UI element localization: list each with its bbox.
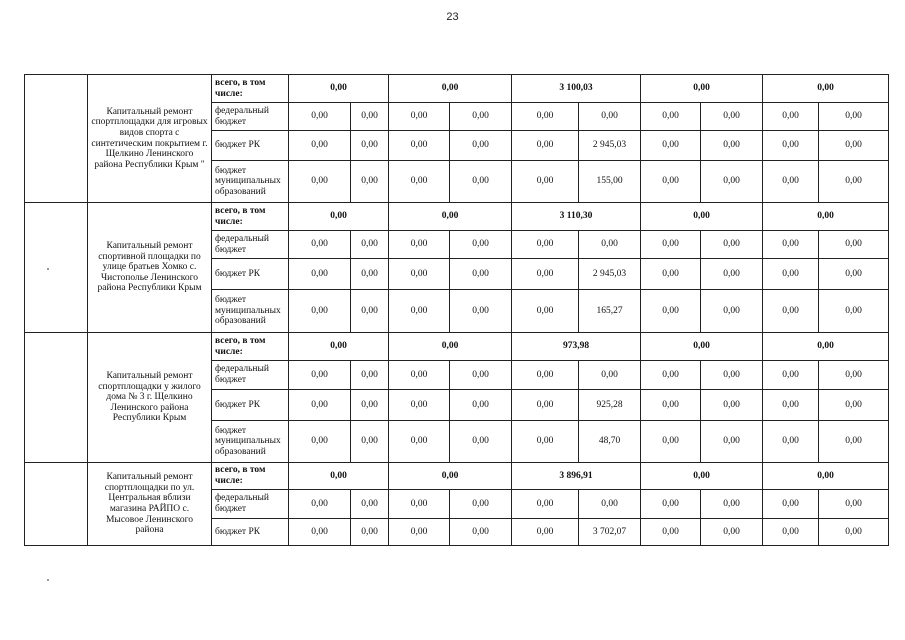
year-total-cell: 0,00 bbox=[289, 75, 389, 103]
amount-cell: 0,00 bbox=[819, 490, 889, 519]
funding-source-label: федеральный бюджет bbox=[212, 231, 289, 259]
amount-cell: 0,00 bbox=[701, 361, 763, 390]
amount-cell: 0,00 bbox=[819, 103, 889, 131]
amount-cell: 0,00 bbox=[389, 519, 450, 546]
amount-cell: 0,00 bbox=[512, 361, 579, 390]
amount-cell: 0,00 bbox=[512, 161, 579, 203]
project-name: Капитальный ремонт спортивной площадки по улице братьев Хомко с. Чистополье Ленинского района Республики Крым bbox=[88, 203, 212, 333]
page-number: 23 bbox=[446, 11, 459, 23]
project-total-row bbox=[25, 463, 889, 490]
amount-cell: 0,00 bbox=[763, 259, 819, 290]
row-number-cell bbox=[25, 203, 88, 333]
amount-cell: 0,00 bbox=[351, 421, 389, 463]
funding-source-label: всего, в том числе: bbox=[212, 203, 289, 231]
year-total-cell: 0,00 bbox=[389, 75, 512, 103]
amount-cell: 0,00 bbox=[701, 490, 763, 519]
year-total-cell: 0,00 bbox=[389, 463, 512, 490]
amount-cell: 0,00 bbox=[819, 421, 889, 463]
amount-cell: 0,00 bbox=[819, 290, 889, 333]
amount-cell: 0,00 bbox=[701, 103, 763, 131]
amount-cell: 0,00 bbox=[641, 259, 701, 290]
amount-cell: 2 945,03 bbox=[579, 259, 641, 290]
amount-cell: 0,00 bbox=[579, 490, 641, 519]
amount-cell: 0,00 bbox=[701, 259, 763, 290]
amount-cell: 0,00 bbox=[351, 390, 389, 421]
amount-cell: 0,00 bbox=[579, 103, 641, 131]
amount-cell: 0,00 bbox=[641, 490, 701, 519]
amount-cell: 0,00 bbox=[389, 231, 450, 259]
funding-source-label: бюджет муниципальных образований bbox=[212, 421, 289, 463]
amount-cell: 0,00 bbox=[450, 361, 512, 390]
amount-cell: 3 702,07 bbox=[579, 519, 641, 546]
funding-source-label: федеральный бюджет bbox=[212, 490, 289, 519]
year-total-cell: 0,00 bbox=[763, 333, 889, 361]
funding-source-label: всего, в том числе: bbox=[212, 463, 289, 490]
project-total-row bbox=[25, 333, 889, 361]
amount-cell: 0,00 bbox=[763, 290, 819, 333]
amount-cell: 0,00 bbox=[289, 259, 351, 290]
amount-cell: 0,00 bbox=[763, 490, 819, 519]
amount-cell: 0,00 bbox=[641, 103, 701, 131]
amount-cell: 0,00 bbox=[450, 519, 512, 546]
year-total-cell: 0,00 bbox=[389, 333, 512, 361]
amount-cell: 0,00 bbox=[351, 161, 389, 203]
year-total-cell: 0,00 bbox=[289, 203, 389, 231]
amount-cell: 0,00 bbox=[579, 231, 641, 259]
amount-cell: 0,00 bbox=[819, 161, 889, 203]
amount-cell: 0,00 bbox=[351, 361, 389, 390]
amount-cell: 0,00 bbox=[289, 361, 351, 390]
amount-cell: 0,00 bbox=[763, 231, 819, 259]
amount-cell: 48,70 bbox=[579, 421, 641, 463]
amount-cell: 165,27 bbox=[579, 290, 641, 333]
row-number-cell bbox=[25, 463, 88, 546]
amount-cell: 0,00 bbox=[819, 231, 889, 259]
year-total-cell: 3 896,91 bbox=[512, 463, 641, 490]
amount-cell: 0,00 bbox=[389, 390, 450, 421]
amount-cell: 0,00 bbox=[701, 519, 763, 546]
amount-cell: 0,00 bbox=[450, 231, 512, 259]
amount-cell: 0,00 bbox=[763, 131, 819, 161]
amount-cell: 0,00 bbox=[351, 231, 389, 259]
amount-cell: 155,00 bbox=[579, 161, 641, 203]
amount-cell: 0,00 bbox=[819, 131, 889, 161]
amount-cell: 0,00 bbox=[389, 131, 450, 161]
project-name: Капитальный ремонт спортплощадки для игровых видов спорта с синтетическим покрытием г. Щелкино Ленинского района Республики Крым " bbox=[88, 75, 212, 203]
amount-cell: 0,00 bbox=[389, 421, 450, 463]
year-total-cell: 3 100,03 bbox=[512, 75, 641, 103]
amount-cell: 0,00 bbox=[289, 231, 351, 259]
amount-cell: 0,00 bbox=[512, 421, 579, 463]
amount-cell: 0,00 bbox=[763, 421, 819, 463]
amount-cell: 925,28 bbox=[579, 390, 641, 421]
amount-cell: 0,00 bbox=[351, 259, 389, 290]
amount-cell: 0,00 bbox=[289, 290, 351, 333]
amount-cell: 0,00 bbox=[819, 259, 889, 290]
budget-table bbox=[24, 74, 889, 546]
amount-cell: 0,00 bbox=[512, 390, 579, 421]
amount-cell: 2 945,03 bbox=[579, 131, 641, 161]
row-number-cell bbox=[25, 333, 88, 463]
funding-source-label: бюджет РК bbox=[212, 519, 289, 546]
amount-cell: 0,00 bbox=[701, 390, 763, 421]
amount-cell: 0,00 bbox=[641, 361, 701, 390]
year-total-cell: 973,98 bbox=[512, 333, 641, 361]
amount-cell: 0,00 bbox=[450, 259, 512, 290]
amount-cell: 0,00 bbox=[389, 161, 450, 203]
amount-cell: 0,00 bbox=[289, 131, 351, 161]
year-total-cell: 0,00 bbox=[641, 333, 763, 361]
amount-cell: 0,00 bbox=[351, 519, 389, 546]
amount-cell: 0,00 bbox=[450, 490, 512, 519]
amount-cell: 0,00 bbox=[289, 519, 351, 546]
project-total-row bbox=[25, 203, 889, 231]
funding-source-label: федеральный бюджет bbox=[212, 103, 289, 131]
scan-speck bbox=[47, 268, 49, 270]
amount-cell: 0,00 bbox=[450, 290, 512, 333]
year-total-cell: 0,00 bbox=[763, 75, 889, 103]
amount-cell: 0,00 bbox=[351, 131, 389, 161]
amount-cell: 0,00 bbox=[289, 103, 351, 131]
amount-cell: 0,00 bbox=[512, 131, 579, 161]
amount-cell: 0,00 bbox=[763, 519, 819, 546]
year-total-cell: 0,00 bbox=[763, 203, 889, 231]
funding-source-label: бюджет РК bbox=[212, 390, 289, 421]
amount-cell: 0,00 bbox=[641, 390, 701, 421]
funding-source-label: бюджет РК bbox=[212, 131, 289, 161]
amount-cell: 0,00 bbox=[763, 161, 819, 203]
amount-cell: 0,00 bbox=[450, 390, 512, 421]
amount-cell: 0,00 bbox=[579, 361, 641, 390]
amount-cell: 0,00 bbox=[819, 361, 889, 390]
amount-cell: 0,00 bbox=[389, 490, 450, 519]
project-name: Капитальный ремонт спортплощадки по ул. Центральная вблизи магазина РАЙПО с. Мысовое Ленинского района bbox=[88, 463, 212, 546]
year-total-cell: 0,00 bbox=[289, 463, 389, 490]
amount-cell: 0,00 bbox=[641, 290, 701, 333]
table-body bbox=[25, 75, 889, 546]
year-total-cell: 0,00 bbox=[641, 203, 763, 231]
amount-cell: 0,00 bbox=[512, 259, 579, 290]
year-total-cell: 0,00 bbox=[763, 463, 889, 490]
amount-cell: 0,00 bbox=[450, 421, 512, 463]
amount-cell: 0,00 bbox=[641, 231, 701, 259]
amount-cell: 0,00 bbox=[641, 131, 701, 161]
year-total-cell: 3 110,30 bbox=[512, 203, 641, 231]
amount-cell: 0,00 bbox=[450, 161, 512, 203]
amount-cell: 0,00 bbox=[450, 131, 512, 161]
amount-cell: 0,00 bbox=[351, 103, 389, 131]
funding-source-label: федеральный бюджет bbox=[212, 361, 289, 390]
row-number-cell bbox=[25, 75, 88, 203]
year-total-cell: 0,00 bbox=[641, 75, 763, 103]
amount-cell: 0,00 bbox=[819, 519, 889, 546]
amount-cell: 0,00 bbox=[289, 390, 351, 421]
amount-cell: 0,00 bbox=[351, 290, 389, 333]
amount-cell: 0,00 bbox=[701, 131, 763, 161]
amount-cell: 0,00 bbox=[641, 421, 701, 463]
funding-source-label: бюджет муниципальных образований bbox=[212, 161, 289, 203]
year-total-cell: 0,00 bbox=[289, 333, 389, 361]
amount-cell: 0,00 bbox=[389, 259, 450, 290]
amount-cell: 0,00 bbox=[512, 231, 579, 259]
funding-source-label: всего, в том числе: bbox=[212, 333, 289, 361]
amount-cell: 0,00 bbox=[512, 490, 579, 519]
amount-cell: 0,00 bbox=[763, 103, 819, 131]
amount-cell: 0,00 bbox=[819, 390, 889, 421]
amount-cell: 0,00 bbox=[389, 103, 450, 131]
amount-cell: 0,00 bbox=[450, 103, 512, 131]
amount-cell: 0,00 bbox=[701, 290, 763, 333]
amount-cell: 0,00 bbox=[701, 161, 763, 203]
funding-source-label: бюджет РК bbox=[212, 259, 289, 290]
amount-cell: 0,00 bbox=[289, 421, 351, 463]
amount-cell: 0,00 bbox=[389, 290, 450, 333]
amount-cell: 0,00 bbox=[289, 161, 351, 203]
amount-cell: 0,00 bbox=[512, 103, 579, 131]
amount-cell: 0,00 bbox=[512, 519, 579, 546]
year-total-cell: 0,00 bbox=[389, 203, 512, 231]
amount-cell: 0,00 bbox=[289, 490, 351, 519]
amount-cell: 0,00 bbox=[701, 231, 763, 259]
amount-cell: 0,00 bbox=[641, 519, 701, 546]
amount-cell: 0,00 bbox=[389, 361, 450, 390]
project-name: Капитальный ремонт спортплощадки у жилого дома № 3 г. Щелкино Ленинского района Республики Крым bbox=[88, 333, 212, 463]
funding-source-label: бюджет муниципальных образований bbox=[212, 290, 289, 333]
funding-source-label: всего, в том числе: bbox=[212, 75, 289, 103]
year-total-cell: 0,00 bbox=[641, 463, 763, 490]
amount-cell: 0,00 bbox=[763, 361, 819, 390]
amount-cell: 0,00 bbox=[701, 421, 763, 463]
scan-speck bbox=[47, 579, 49, 581]
amount-cell: 0,00 bbox=[512, 290, 579, 333]
amount-cell: 0,00 bbox=[763, 390, 819, 421]
amount-cell: 0,00 bbox=[641, 161, 701, 203]
project-total-row bbox=[25, 75, 889, 103]
amount-cell: 0,00 bbox=[351, 490, 389, 519]
